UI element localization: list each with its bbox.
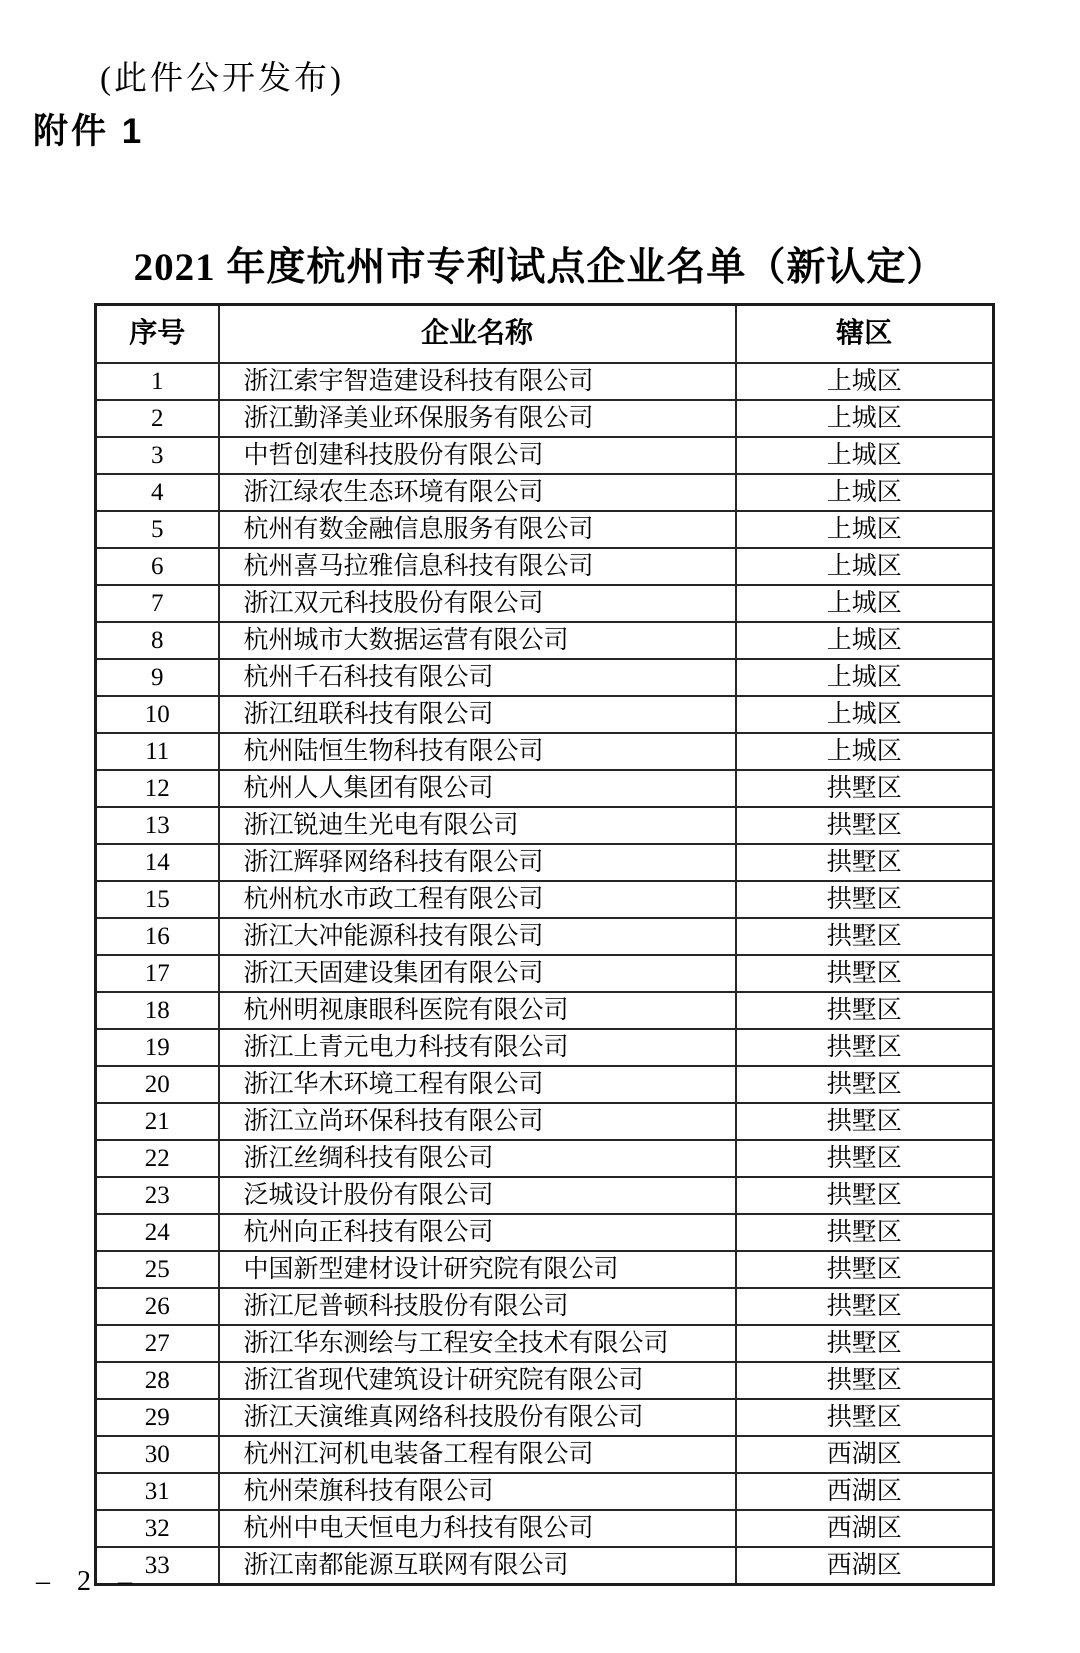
- table-row: [96, 1251, 994, 1288]
- cell-district: 上城区: [736, 696, 994, 733]
- cell-index: 10: [96, 696, 219, 733]
- table-row: [96, 807, 994, 844]
- table-row: [96, 659, 994, 696]
- cell-company: 浙江丝绸科技有限公司: [219, 1140, 736, 1177]
- cell-company: 杭州明视康眼科医院有限公司: [219, 992, 736, 1029]
- cell-company: 浙江华木环境工程有限公司: [219, 1066, 736, 1103]
- cell-index: 22: [96, 1140, 219, 1177]
- table-row: [96, 1473, 994, 1510]
- cell-index: 1: [96, 363, 219, 400]
- cell-district: 拱墅区: [736, 1140, 994, 1177]
- table-row: [96, 1510, 994, 1547]
- cell-district: 拱墅区: [736, 1251, 994, 1288]
- table-row: [96, 1325, 994, 1362]
- table-row: [96, 363, 994, 400]
- cell-index: 13: [96, 807, 219, 844]
- cell-district: 上城区: [736, 659, 994, 696]
- cell-index: 11: [96, 733, 219, 770]
- cell-company: 浙江省现代建筑设计研究院有限公司: [219, 1362, 736, 1399]
- cell-index: 29: [96, 1399, 219, 1436]
- table-row: [96, 1177, 994, 1214]
- cell-company: 杭州喜马拉雅信息科技有限公司: [219, 548, 736, 585]
- cell-company: 浙江绿农生态环境有限公司: [219, 474, 736, 511]
- cell-company: 浙江双元科技股份有限公司: [219, 585, 736, 622]
- table-row: [96, 1103, 994, 1140]
- cell-company: 杭州江河机电装备工程有限公司: [219, 1436, 736, 1473]
- cell-district: 拱墅区: [736, 1177, 994, 1214]
- cell-index: 30: [96, 1436, 219, 1473]
- cell-index: 25: [96, 1251, 219, 1288]
- table-row: [96, 1140, 994, 1177]
- cell-index: 14: [96, 844, 219, 881]
- table-row: [96, 622, 994, 659]
- table-row: [96, 1362, 994, 1399]
- cell-district: 上城区: [736, 437, 994, 474]
- cell-index: 12: [96, 770, 219, 807]
- table-row: [96, 733, 994, 770]
- public-release-note: (此件公开发布): [100, 61, 344, 97]
- table-title: 2021 年度杭州市专利试点企业名单（新认定）: [133, 246, 947, 289]
- cell-index: 17: [96, 955, 219, 992]
- cell-company: 浙江天固建设集团有限公司: [219, 955, 736, 992]
- cell-district: 上城区: [736, 511, 994, 548]
- table-row: [96, 992, 994, 1029]
- attachment-label: 附件 1: [33, 112, 145, 151]
- cell-company: 杭州向正科技有限公司: [219, 1214, 736, 1251]
- cell-district: 上城区: [736, 733, 994, 770]
- cell-company: 杭州人人集团有限公司: [219, 770, 736, 807]
- enterprise-table: [94, 303, 995, 1586]
- cell-district: 西湖区: [736, 1510, 994, 1547]
- table-header-row: [96, 305, 994, 364]
- table-row: [96, 1066, 994, 1103]
- table-row: [96, 1436, 994, 1473]
- cell-company: 浙江锐迪生光电有限公司: [219, 807, 736, 844]
- cell-district: 拱墅区: [736, 844, 994, 881]
- cell-index: 19: [96, 1029, 219, 1066]
- cell-district: 拱墅区: [736, 1103, 994, 1140]
- table-row: [96, 770, 994, 807]
- table-row: [96, 1399, 994, 1436]
- cell-company: 浙江索宇智造建设科技有限公司: [219, 363, 736, 400]
- cell-company: 浙江纽联科技有限公司: [219, 696, 736, 733]
- cell-district: 上城区: [736, 474, 994, 511]
- cell-index: 32: [96, 1510, 219, 1547]
- col-header-company: 企业名称: [219, 305, 736, 364]
- cell-index: 7: [96, 585, 219, 622]
- table-row: [96, 400, 994, 437]
- cell-company: 杭州陆恒生物科技有限公司: [219, 733, 736, 770]
- cell-district: 拱墅区: [736, 1362, 994, 1399]
- cell-company: 杭州有数金融信息服务有限公司: [219, 511, 736, 548]
- cell-company: 浙江大冲能源科技有限公司: [219, 918, 736, 955]
- cell-company: 浙江辉驿网络科技有限公司: [219, 844, 736, 881]
- cell-company: 杭州杭水市政工程有限公司: [219, 881, 736, 918]
- cell-company: 杭州中电天恒电力科技有限公司: [219, 1510, 736, 1547]
- table-row: [96, 1214, 994, 1251]
- col-header-index: 序号: [96, 305, 219, 364]
- cell-district: 拱墅区: [736, 918, 994, 955]
- col-header-district: 辖区: [736, 305, 994, 364]
- cell-index: 9: [96, 659, 219, 696]
- cell-index: 3: [96, 437, 219, 474]
- cell-index: 16: [96, 918, 219, 955]
- cell-index: 5: [96, 511, 219, 548]
- cell-index: 27: [96, 1325, 219, 1362]
- cell-district: 上城区: [736, 548, 994, 585]
- cell-company: 浙江南都能源互联网有限公司: [219, 1547, 736, 1585]
- cell-company: 中国新型建材设计研究院有限公司: [219, 1251, 736, 1288]
- cell-district: 拱墅区: [736, 1029, 994, 1066]
- cell-district: 上城区: [736, 622, 994, 659]
- cell-district: 上城区: [736, 585, 994, 622]
- cell-district: 西湖区: [736, 1436, 994, 1473]
- cell-index: 2: [96, 400, 219, 437]
- cell-district: 拱墅区: [736, 881, 994, 918]
- page-number: – 2 –: [36, 1566, 142, 1597]
- cell-district: 西湖区: [736, 1547, 994, 1585]
- table-row: [96, 696, 994, 733]
- cell-company: 浙江立尚环保科技有限公司: [219, 1103, 736, 1140]
- cell-district: 拱墅区: [736, 1325, 994, 1362]
- cell-index: 26: [96, 1288, 219, 1325]
- cell-company: 浙江勤泽美业环保服务有限公司: [219, 400, 736, 437]
- cell-company: 杭州千石科技有限公司: [219, 659, 736, 696]
- table-row: [96, 844, 994, 881]
- table-row: [96, 511, 994, 548]
- cell-district: 拱墅区: [736, 770, 994, 807]
- table-row: [96, 1547, 994, 1585]
- table-row: [96, 881, 994, 918]
- cell-district: 上城区: [736, 363, 994, 400]
- cell-company: 浙江上青元电力科技有限公司: [219, 1029, 736, 1066]
- cell-company: 中哲创建科技股份有限公司: [219, 437, 736, 474]
- cell-index: 15: [96, 881, 219, 918]
- cell-district: 拱墅区: [736, 1214, 994, 1251]
- cell-index: 33: [96, 1547, 219, 1585]
- cell-company: 浙江华东测绘与工程安全技术有限公司: [219, 1325, 736, 1362]
- cell-district: 拱墅区: [736, 1066, 994, 1103]
- cell-company: 杭州城市大数据运营有限公司: [219, 622, 736, 659]
- cell-district: 西湖区: [736, 1473, 994, 1510]
- cell-index: 23: [96, 1177, 219, 1214]
- cell-index: 4: [96, 474, 219, 511]
- table-row: [96, 474, 994, 511]
- cell-company: 浙江尼普顿科技股份有限公司: [219, 1288, 736, 1325]
- table-row: [96, 437, 994, 474]
- cell-index: 20: [96, 1066, 219, 1103]
- cell-district: 上城区: [736, 400, 994, 437]
- cell-district: 拱墅区: [736, 992, 994, 1029]
- table-row: [96, 1288, 994, 1325]
- table-row: [96, 918, 994, 955]
- table-row: [96, 585, 994, 622]
- cell-index: 24: [96, 1214, 219, 1251]
- table-row: [96, 955, 994, 992]
- cell-district: 拱墅区: [736, 1399, 994, 1436]
- cell-district: 拱墅区: [736, 1288, 994, 1325]
- cell-index: 18: [96, 992, 219, 1029]
- cell-index: 6: [96, 548, 219, 585]
- cell-company: 泛城设计股份有限公司: [219, 1177, 736, 1214]
- cell-index: 28: [96, 1362, 219, 1399]
- cell-company: 浙江天演维真网络科技股份有限公司: [219, 1399, 736, 1436]
- cell-district: 拱墅区: [736, 807, 994, 844]
- cell-company: 杭州荣旗科技有限公司: [219, 1473, 736, 1510]
- table-body: [96, 363, 994, 1585]
- cell-index: 8: [96, 622, 219, 659]
- cell-district: 拱墅区: [736, 955, 994, 992]
- table-row: [96, 548, 994, 585]
- cell-index: 31: [96, 1473, 219, 1510]
- table-row: [96, 1029, 994, 1066]
- cell-index: 21: [96, 1103, 219, 1140]
